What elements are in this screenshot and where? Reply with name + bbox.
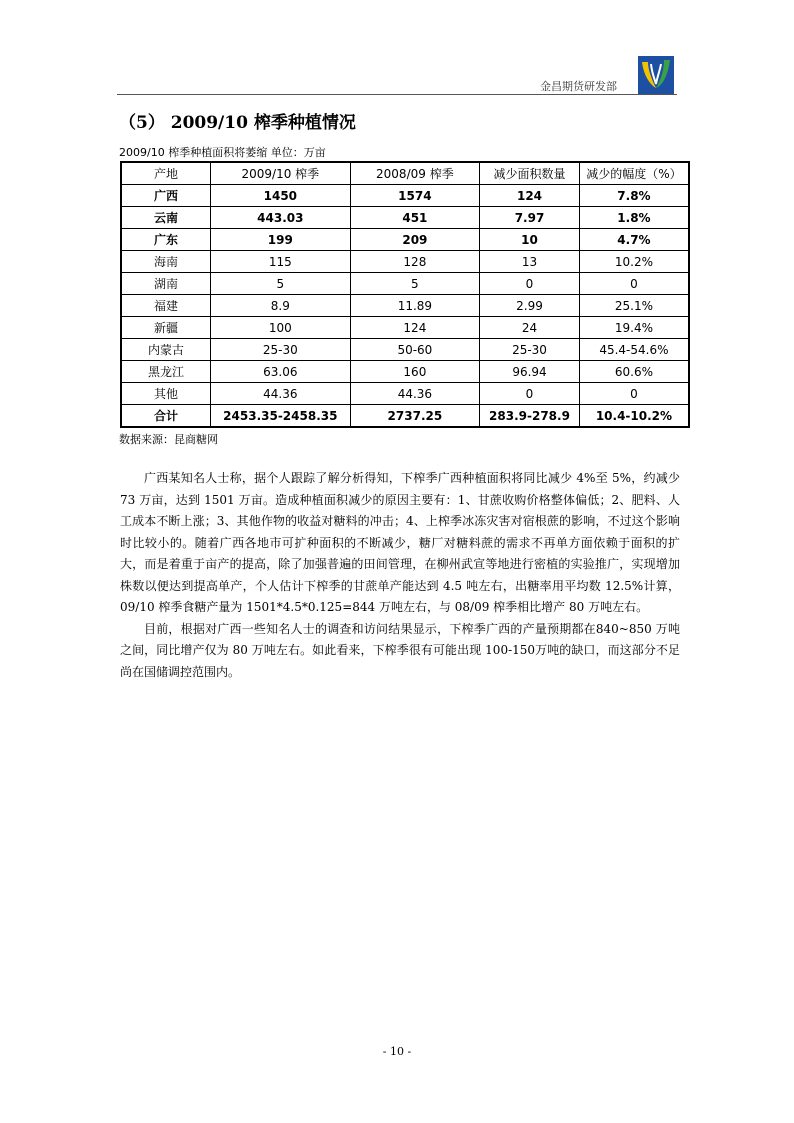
table-cell: 25-30 xyxy=(211,339,351,361)
table-cell: 451 xyxy=(350,207,480,229)
table-cell: 4.7% xyxy=(579,229,689,251)
table-cell: 黑龙江 xyxy=(121,361,211,383)
body-text xyxy=(120,468,680,683)
table-cell: 2.99 xyxy=(480,295,580,317)
table-header-row xyxy=(121,162,689,185)
table-row xyxy=(121,339,689,361)
table-cell: 10 xyxy=(480,229,580,251)
table-row xyxy=(121,383,689,405)
table-cell: 124 xyxy=(350,317,480,339)
table-header-cell: 2008/09 榨季 xyxy=(350,162,480,185)
table-cell: 443.03 xyxy=(211,207,351,229)
body-paragraph: 广西某知名人士称，据个人跟踪了解分析得知，下榨季广西种植面积将同比减少 4%至 5%，约减少 73 万亩，达到 1501 万亩。造成种植面积减少的原因主要有：1、甘蔗收购价格整体偏低；2、肥料、人工成本不断上涨；3、其他作物的收益对糖料的冲击；4、上榨季冰冻灾害对宿根蔗的影响，不过这个影响时比较小的。随着广西各地市可扩种面积的不断减少，糖厂对糖料蔗的需求不再单方面依赖于面积的扩大，而是着重于亩产的提高，除了加强普遍的田间管理，在柳州武宣等地进行密植的实验推广，实现增加株数以便达到提高单产，个人估计下榨季的甘蔗单产能达到 4.5 吨左右，出糖率用平均数 12.5%计算，09/10 榨季食糖产量为 1501*4.5*0.125=844 万吨左右，与 08/09 榨季相比增产 80 万吨左右。 xyxy=(120,471,680,614)
table-row xyxy=(121,251,689,273)
table-cell: 128 xyxy=(350,251,480,273)
table-header-cell: 减少的幅度（%） xyxy=(579,162,689,185)
table-cell: 60.6% xyxy=(579,361,689,383)
table-caption: 2009/10 榨季种植面积将萎缩 单位：万亩 xyxy=(119,146,326,159)
planting-area-table xyxy=(120,161,690,428)
table-header-cell: 产地 xyxy=(121,162,211,185)
table-header-cell: 减少面积数量 xyxy=(480,162,580,185)
table-cell: 44.36 xyxy=(350,383,480,405)
table-cell: 0 xyxy=(480,383,580,405)
page-number: - 10 - xyxy=(382,1045,412,1058)
header-organization: 金昌期货研发部 xyxy=(540,80,617,93)
table-row xyxy=(121,273,689,295)
table-cell: 广东 xyxy=(121,229,211,251)
table-cell: 合计 xyxy=(121,405,211,428)
table-cell: 283.9-278.9 xyxy=(480,405,580,428)
table-cell: 1574 xyxy=(350,185,480,207)
table-cell: 25-30 xyxy=(480,339,580,361)
table-cell: 124 xyxy=(480,185,580,207)
header-rule xyxy=(117,94,677,95)
table-cell: 44.36 xyxy=(211,383,351,405)
table-cell: 13 xyxy=(480,251,580,273)
table-row xyxy=(121,317,689,339)
table-cell: 96.94 xyxy=(480,361,580,383)
table-cell: 100 xyxy=(211,317,351,339)
table-cell: 7.8% xyxy=(579,185,689,207)
table-cell: 11.89 xyxy=(350,295,480,317)
table-cell: 海南 xyxy=(121,251,211,273)
table-cell: 115 xyxy=(211,251,351,273)
table-cell: 1.8% xyxy=(579,207,689,229)
table-cell: 50-60 xyxy=(350,339,480,361)
table-cell: 0 xyxy=(579,273,689,295)
table-cell: 24 xyxy=(480,317,580,339)
table-cell: 其他 xyxy=(121,383,211,405)
data-source-note: 数据来源：昆商糖网 xyxy=(119,433,218,446)
table-cell: 湖南 xyxy=(121,273,211,295)
table-cell: 5 xyxy=(211,273,351,295)
table-row xyxy=(121,229,689,251)
table-cell: 160 xyxy=(350,361,480,383)
table-cell: 0 xyxy=(480,273,580,295)
table-row xyxy=(121,185,689,207)
table-cell: 7.97 xyxy=(480,207,580,229)
body-paragraph: 目前，根据对广西一些知名人士的调查和访问结果显示，下榨季广西的产量预期都在840~850 万吨之间，同比增产仅为 80 万吨左右。如此看来，下榨季很有可能出现 100-150万吨的缺口，而这部分不足尚在国储调控范围内。 xyxy=(120,621,680,679)
table-cell: 199 xyxy=(211,229,351,251)
table-cell: 63.06 xyxy=(211,361,351,383)
company-logo xyxy=(638,56,674,94)
table-cell: 广西 xyxy=(121,185,211,207)
section-title: （5） 2009/10 榨季种植情况 xyxy=(119,113,356,133)
table-total-row xyxy=(121,405,689,428)
table-cell: 0 xyxy=(579,383,689,405)
table-cell: 新疆 xyxy=(121,317,211,339)
table-cell: 209 xyxy=(350,229,480,251)
table-cell: 25.1% xyxy=(579,295,689,317)
table-cell: 云南 xyxy=(121,207,211,229)
table-cell: 10.2% xyxy=(579,251,689,273)
table-row xyxy=(121,295,689,317)
table-cell: 19.4% xyxy=(579,317,689,339)
table-cell: 8.9 xyxy=(211,295,351,317)
table-row xyxy=(121,361,689,383)
table-header-cell: 2009/10 榨季 xyxy=(211,162,351,185)
table-cell: 2737.25 xyxy=(350,405,480,428)
table-cell: 2453.35-2458.35 xyxy=(211,405,351,428)
table-cell: 45.4-54.6% xyxy=(579,339,689,361)
table-cell: 5 xyxy=(350,273,480,295)
table-cell: 10.4-10.2% xyxy=(579,405,689,428)
table-cell: 1450 xyxy=(211,185,351,207)
table-row xyxy=(121,207,689,229)
table-cell: 福建 xyxy=(121,295,211,317)
table-cell: 内蒙古 xyxy=(121,339,211,361)
